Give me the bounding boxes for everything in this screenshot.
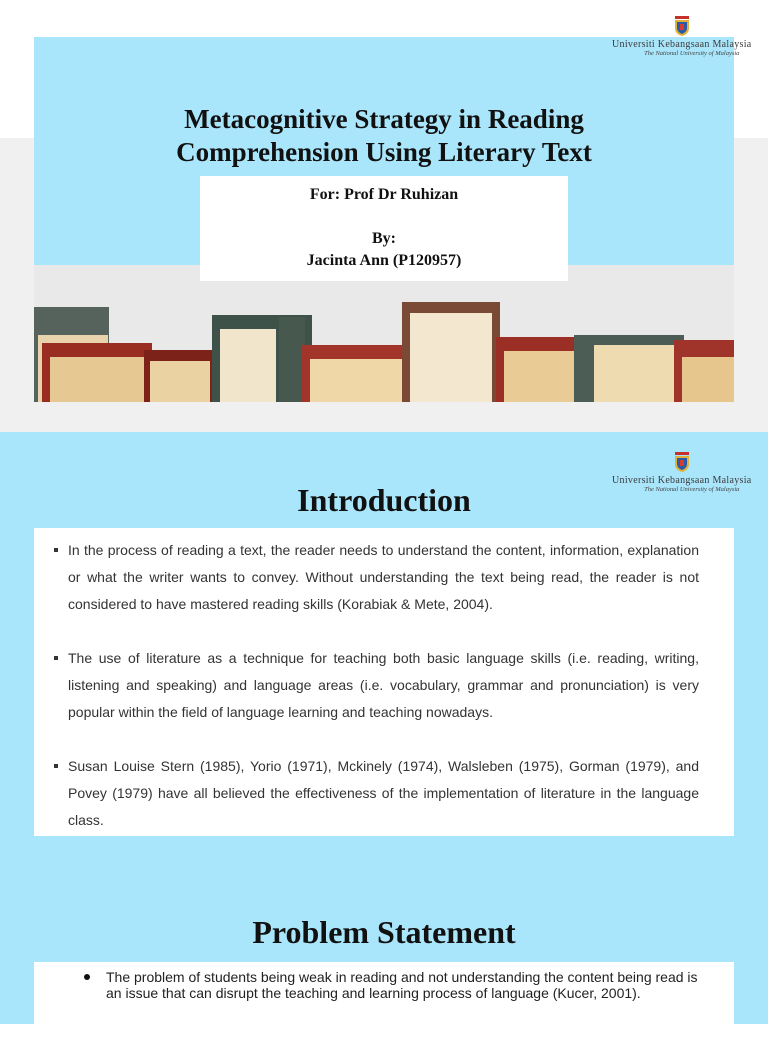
square-bullet-icon [54,656,58,660]
intro-bullet-text: Susan Louise Stern (1985), Yorio (1971), Mckinely (1974), Walsleben (1975), Gorman (1979), and Povey (1979) have all believed the effectiveness of the implementation of literature in the language class. [68,758,699,828]
intro-bullet-1 [68,537,699,618]
for-line: For: Prof Dr Ruhizan [309,186,459,203]
university-name: Universiti Kebangsaan Malaysia [612,475,752,486]
presentation-title [34,103,734,169]
books-photo [34,265,734,402]
problem-content-box [34,962,734,1042]
university-name: Universiti Kebangsaan Malaysia [612,39,752,50]
university-crest-icon [674,16,690,36]
university-subtitle: The National University of Malaysia [644,486,740,493]
problem-statement-title: Problem Statement [252,914,516,950]
problem-bullet-1 [106,969,702,1001]
author-line: Jacinta Ann (P120957) [306,252,462,269]
intro-bullet-text: The use of literature as a technique for teaching both basic language skills (i.e. reading, writing, listening and speaking) and language areas (i.e. vocabulary, grammar and pronunciation) is very popular within the field of language learning and teaching nowadays. [68,650,699,720]
university-subtitle: The National University of Malaysia [644,50,740,57]
problem-bullet-text: The problem of students being weak in reading and not understanding the content being read is an issue that can disrupt the teaching and learning process of language (Kucer, 2001). [106,969,698,1001]
university-crest-icon [674,452,690,472]
books-illustration [34,265,734,402]
presenter-info-box [200,176,568,281]
intro-bullet-text: In the process of reading a text, the reader needs to understand the content, information, explanation or what the writer wants to convey. Without understanding the text being read, the reader is not considered to have mastered reading skills (Korabiak & Mete, 2004). [68,542,699,612]
square-bullet-icon [54,548,58,552]
ukm-logo-2 [612,452,752,493]
title-line-2: Comprehension Using Literary Text [176,137,592,167]
introduction-slide [0,432,768,852]
introduction-title: Introduction [297,482,471,518]
square-bullet-icon [54,764,58,768]
by-label: By: [372,230,396,247]
round-bullet-icon [84,974,90,980]
title-slide [34,37,734,402]
introduction-content-box [34,528,734,836]
intro-bullet-3 [68,753,699,834]
title-line-1: Metacognitive Strategy in Reading [184,104,584,134]
intro-bullet-2 [68,645,699,726]
ukm-logo-1 [612,16,752,57]
problem-statement-slide [0,852,768,1024]
